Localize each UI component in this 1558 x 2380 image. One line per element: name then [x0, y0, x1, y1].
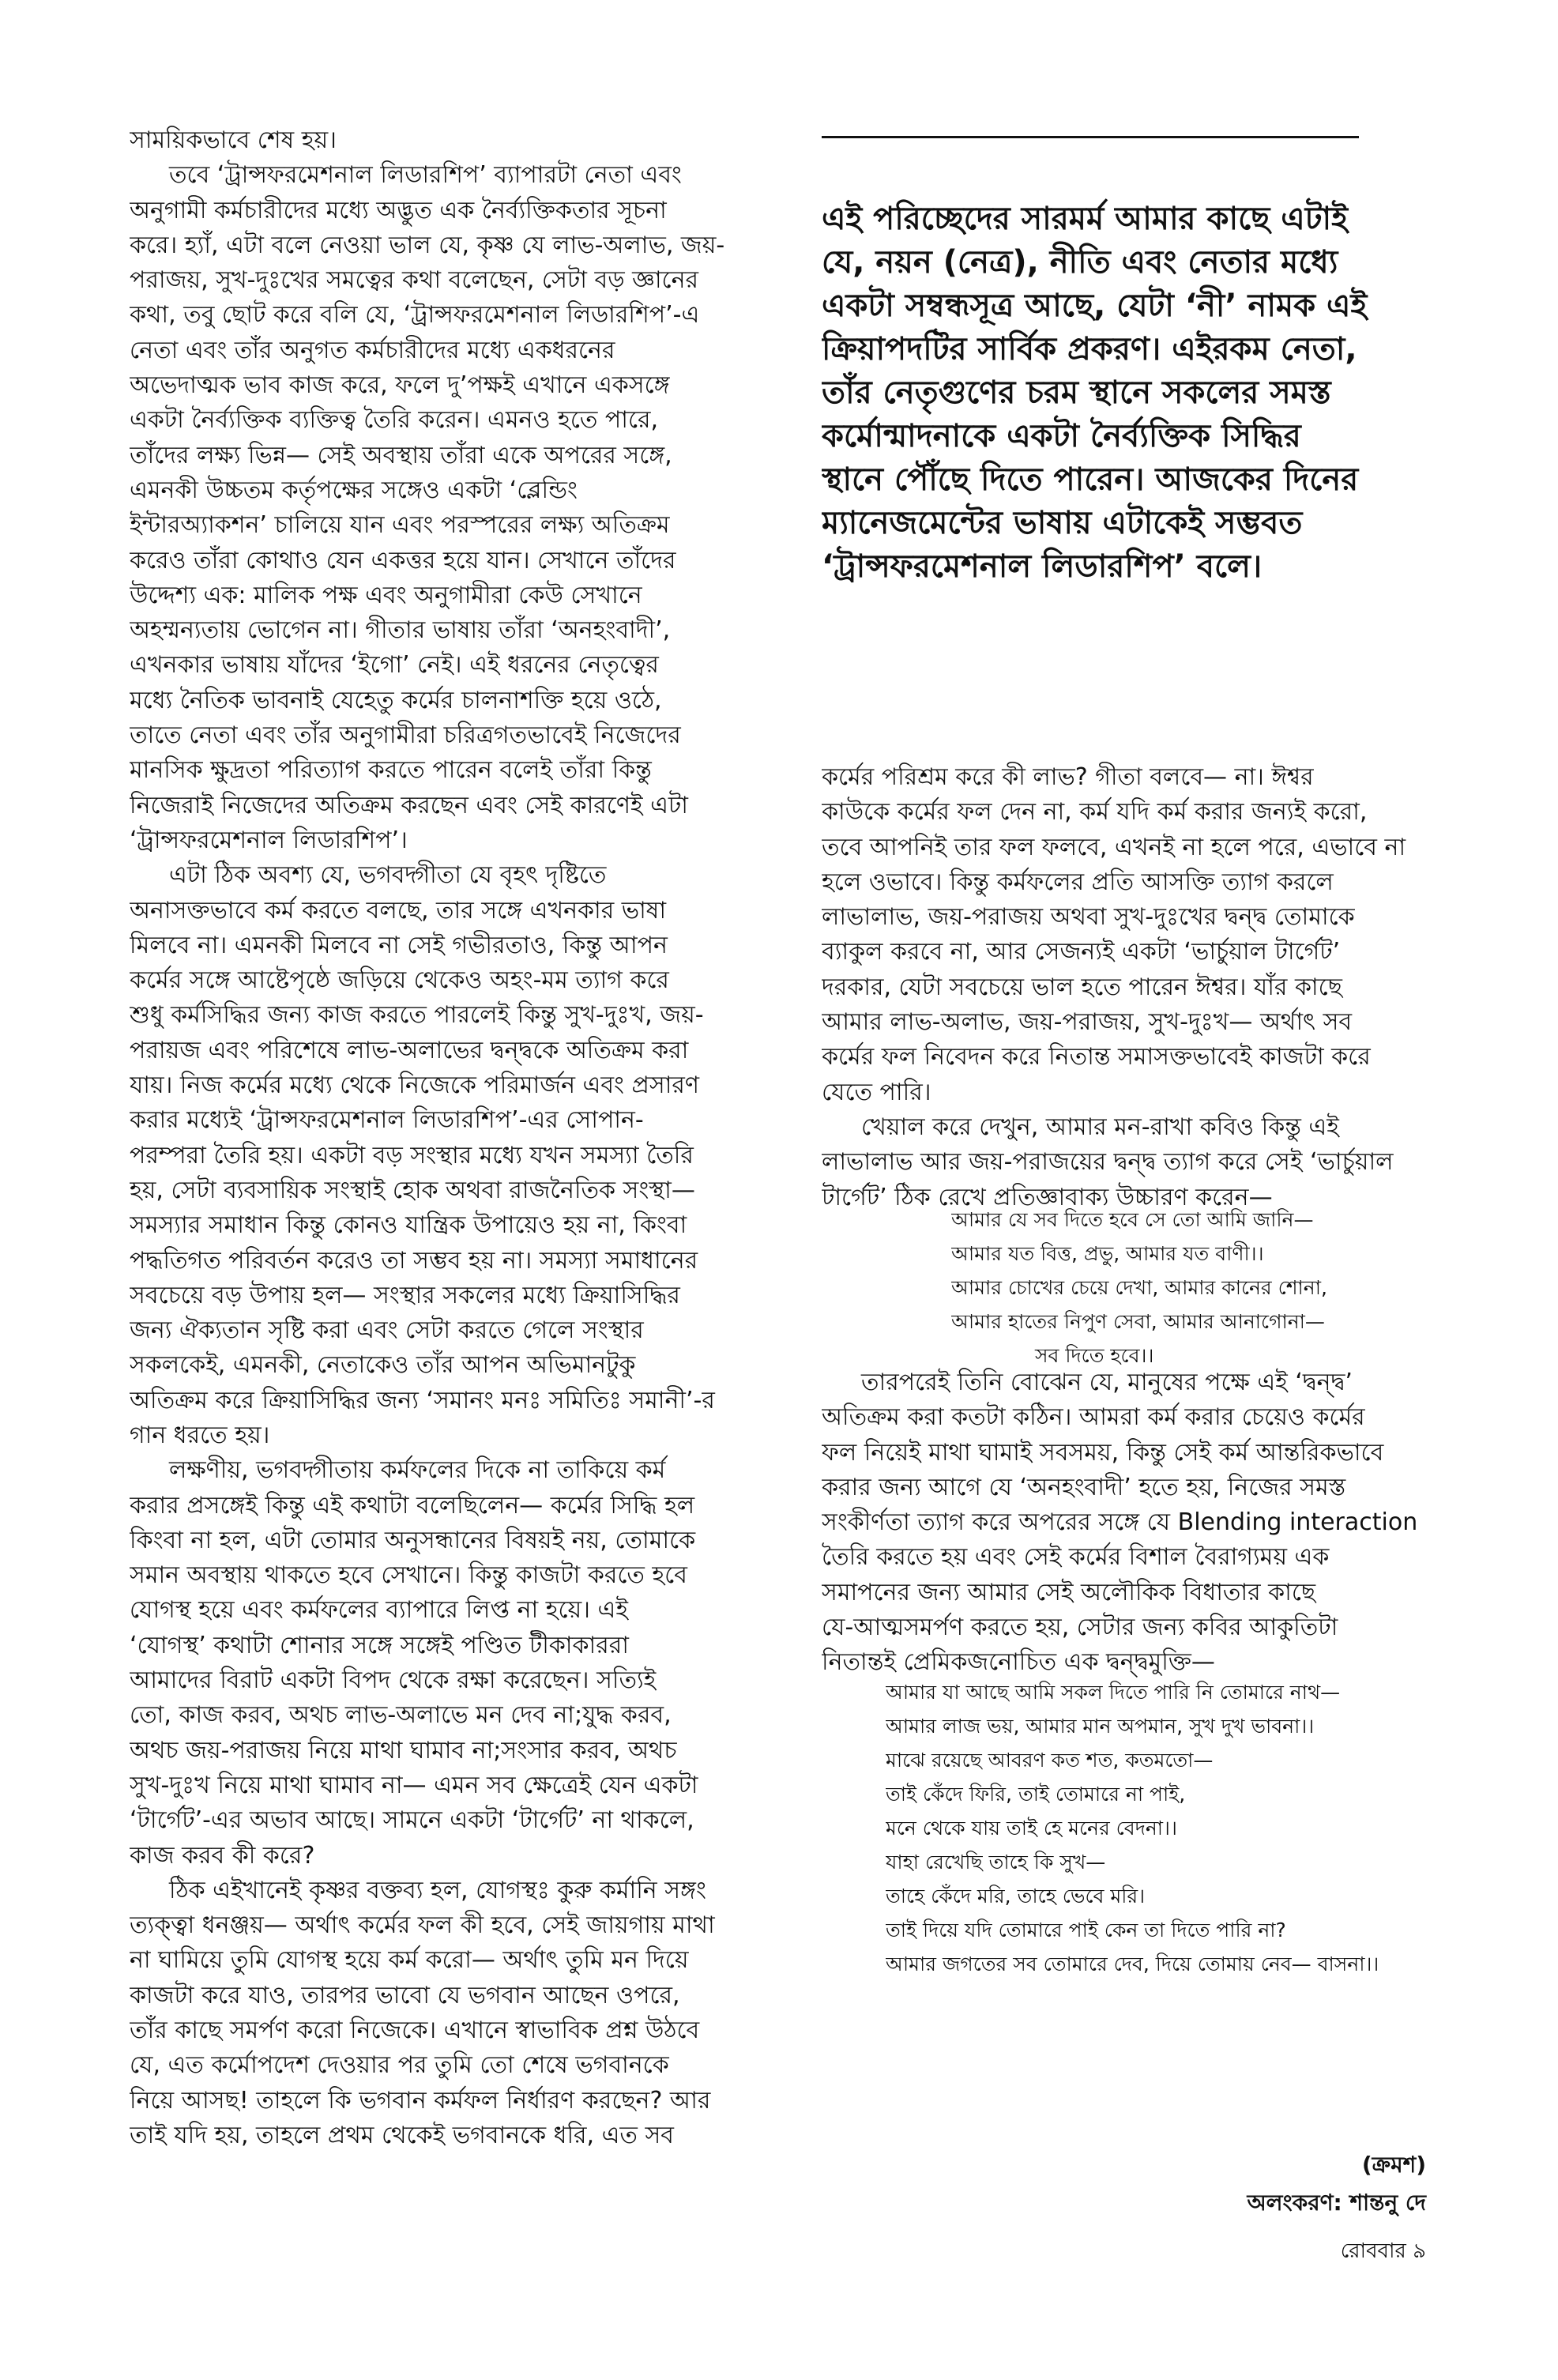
text-line: কর্মোন্মাদনাকে একটা নৈর্ব্যক্তিক সিদ্ধির: [822, 418, 1301, 454]
text-line: পরায়জ এবং পরিশেষে লাভ-অলাভের দ্বন্দ্বকে অতিক্রম করা: [130, 1036, 689, 1064]
text-line: সুখ-দুঃখ নিয়ে মাথা ঘামাব না— এমন সব ক্ষেত্রেই যেন একটা: [130, 1771, 698, 1799]
text-line: কর্মের ফল নিবেদন করে নিতান্ত সমাসক্তভাবেই কাজটা করে: [822, 1043, 1371, 1071]
text-line: করে। হ্যাঁ, এটা বলে নেওয়া ভাল যে, কৃষ্ণ যে লাভ-অলাভ, জয়-: [130, 231, 725, 259]
text-line: তাহে কেঁদে মরি, তাহে ভেবে মরি।: [886, 1885, 1146, 1907]
text-line: আমার যত বিত্ত, প্রভু, আমার যত বাণী।।: [951, 1242, 1264, 1265]
text-line: অনুগামী কর্মচারীদের মধ্যে অদ্ভুত এক নৈর্ব্যক্তিকতার সূচনা: [130, 196, 667, 224]
text-line: সব দিতে হবে।।: [1035, 1344, 1154, 1367]
text-line: অনাসক্তভাবে কর্ম করতে বলছে, তার সঙ্গে এখনকার ভাষা: [130, 896, 667, 925]
poem-quote-2: [886, 1675, 1439, 1981]
text-line: আমার লাভ-অলাভ, জয়-পরাজয়, সুখ-দুঃখ— অর্থাৎ সব: [822, 1008, 1353, 1037]
text-line: ‘ট্রান্সফরমেশনাল লিডারশিপ’।: [130, 826, 408, 854]
text-line: অতিক্রম করা কতটা কঠিন। আমরা কর্ম করার চেয়েও কর্মের: [822, 1403, 1365, 1432]
text-line: যে, নয়ন (নেত্র), নীতি এবং নেতার মধ্যে: [822, 244, 1338, 281]
text-line: ব্যাকুল করবে না, আর সেজন্যই একটা ‘ভার্চুয়াল টার্গেট’: [822, 938, 1341, 966]
illustration-credit: অলংকরণ: শান্তনু দে: [1247, 2190, 1426, 2216]
pull-quote-divider: [822, 136, 1359, 138]
text-line: সমাপনের জন্য আমার সেই অলৌকিক বিধাতার কাছে: [822, 1578, 1316, 1606]
text-line: কিংবা না হল, এটা তোমার অনুসন্ধানের বিষয়ই নয়, তোমাকে: [130, 1526, 696, 1554]
text-line: করেও তাঁরা কোথাও যেন একত্তর হয়ে যান। সেখানে তাঁদের: [130, 546, 676, 574]
text-line: এমনকী উচ্চতম কর্তৃপক্ষের সঙ্গেও একটা ‘ব্লেন্ডিং: [130, 476, 578, 504]
text-line: তো, কাজ করব, অথচ লাভ-অলাভে মন দেব না;যুদ্ধ করব,: [130, 1701, 672, 1730]
text-line: ‘ট্রান্সফরমেশনাল লিডারশিপ’ বলে।: [822, 548, 1263, 585]
text-line: সকলকেই, এমনকী, নেতাকেও তাঁর আপন অভিমানটুকু: [130, 1351, 636, 1380]
text-line: অহম্মন্যতায় ভোগেন না। গীতার ভাষায় তাঁরা ‘অনহংবাদী’,: [130, 616, 671, 645]
text-line: মধ্যে নৈতিক ভাবনাই যেহেতু কর্মের চালনাশক্তি হয়ে ওঠে,: [130, 686, 662, 714]
text-line: কর্মের সঙ্গে আষ্টেপৃষ্ঠে জড়িয়ে থেকেও অহং-মম ত্যাগ করে: [130, 966, 669, 995]
text-line: পরম্পরা তৈরি হয়। একটা বড় সংস্থার মধ্যে যখন সমস্যা তৈরি: [130, 1141, 694, 1169]
text-line: যায়। নিজ কর্মের মধ্যে থেকে নিজেকে পরিমার্জন এবং প্রসারণ: [130, 1071, 700, 1100]
text-line: তাঁর কাছে সমর্পণ করো নিজেকে। এখানে স্বাভাবিক প্রশ্ন উঠবে: [130, 2017, 700, 2045]
text-line: উদ্দেশ্য এক: মালিক পক্ষ এবং অনুগামীরা কেউ সেখানে: [130, 581, 642, 609]
text-line: কথা, তবু ছোট করে বলি যে, ‘ট্রান্সফরমেশনাল লিডারশিপ’-এ: [130, 301, 700, 330]
page-footer: রোববার ৯: [1340, 2239, 1426, 2263]
text-line: আমার লাজ ভয়, আমার মান অপমান, সুখ দুখ ভাবনা।।: [886, 1715, 1315, 1738]
text-line: তাই কেঁদে ফিরি, তাই তোমারে না পাই,: [886, 1783, 1186, 1806]
text-line: জন্য ঐক্যতান সৃষ্টি করা এবং সেটা করতে গেলে সংস্থার: [130, 1316, 644, 1345]
text-line: আমার যা আছে আমি সকল দিতে পারি নি তোমারে নাথ—: [886, 1681, 1341, 1704]
text-line: হয়, সেটা ব্যবসায়িক সংস্থাই হোক অথবা রাজনৈতিক সংস্থা—: [130, 1176, 695, 1204]
text-line: লক্ষণীয়, ভগবদ্গীতায় কর্মফলের দিকে না তাকিয়ে কর্ম: [169, 1456, 666, 1485]
text-line: কাজটা করে যাও, তারপর ভাবো যে ভগবান আছেন ওপরে,: [130, 1981, 680, 2009]
text-line: শুধু কর্মসিদ্ধির জন্য কাজ করতে পারলেই কিন্তু সুখ-দুঃখ, জয়-: [130, 1001, 704, 1030]
text-line: যেতে পারি।: [822, 1078, 931, 1106]
poem-quote-1: [951, 1203, 1441, 1373]
text-line: তৈরি করতে হয় এবং সেই কর্মের বিশাল বৈরাগ্যময় এক: [822, 1543, 1330, 1572]
text-line: কাউকে কর্মের ফল দেন না, কর্ম যদি কর্ম করার জন্যই করো,: [822, 798, 1368, 827]
text-line: অথচ জয়-পরাজয় নিয়ে মাথা ঘামাব না;সংসার করব, অথচ: [130, 1736, 677, 1764]
text-line: মানসিক ক্ষুদ্রতা পরিত্যাগ করতে পারেন বলেই তাঁরা কিন্তু: [130, 756, 652, 785]
text-line: কর্মের পরিশ্রম করে কী লাভ? গীতা বলবে— না। ঈশ্বর: [822, 763, 1314, 791]
text-line: করার প্রসঙ্গেই কিন্তু এই কথাটা বলেছিলেন— কর্মের সিদ্ধি হল: [130, 1491, 695, 1520]
pull-quote: [822, 198, 1430, 589]
text-line: আমার চোখের চেয়ে দেখা, আমার কানের শোনা,: [951, 1276, 1327, 1299]
text-line: মিলবে না। এমনকী মিলবে না সেই গভীরতাও, কিন্তু আপন: [130, 931, 668, 959]
text-line: লাভালাভ আর জয়-পরাজয়ের দ্বন্দ্ব ত্যাগ করে সেই ‘ভার্চুয়াল: [822, 1148, 1394, 1177]
text-line: খেয়াল করে দেখুন, আমার মন-রাখা কবিও কিন্তু এই: [861, 1113, 1339, 1141]
text-line: ইন্টারঅ্যাকশন’ চালিয়ে যান এবং পরস্পরের লক্ষ্য অতিক্রম: [130, 511, 670, 540]
text-line: আমাদের বিরাট একটা বিপদ থেকে রক্ষা করেছেন। সত্যিই: [130, 1666, 657, 1695]
text-line: নিজেরাই নিজেদের অতিক্রম করছেন এবং সেই কারণেই এটা: [130, 791, 688, 819]
text-line: মনে থেকে যায় তাই হে মনের বেদনা।।: [886, 1817, 1177, 1840]
text-line: এখনকার ভাষায় যাঁদের ‘ইগো’ নেই। এই ধরনের নেতৃত্বের: [130, 651, 659, 680]
text-line: ‘যোগস্থ’ কথাটা শোনার সঙ্গে সঙ্গেই পণ্ডিত টীকাকাররা: [130, 1631, 629, 1659]
text-line: সমান অবস্থায় থাকতে হবে সেখানে। কিন্তু কাজটা করতে হবে: [130, 1561, 687, 1590]
text-line: মাঝে রয়েছে আবরণ কত শত, কতমতো—: [886, 1749, 1214, 1772]
text-line: ম্যানেজমেন্টের ভাষায় এটাকেই সম্ভবত: [822, 505, 1303, 541]
text-line: যে, এত কর্মোপদেশ দেওয়ার পর তুমি তো শেষে ভগবানকে: [130, 2051, 669, 2080]
text-line: স্থানে পৌঁছে দিতে পারেন। আজকের দিনের: [822, 461, 1359, 498]
text-line: তাই যদি হয়, তাহলে প্রথম থেকেই ভগবানকে ধরি, এত সব: [130, 2121, 674, 2149]
text-line: তাঁদের লক্ষ্য ভিন্ন— সেই অবস্থায় তাঁরা একে অপরের সঙ্গে,: [130, 441, 672, 469]
text-line: তবে আপনিই তার ফল ফলবে, এখনই না হলে পরে, এভাবে না: [822, 833, 1406, 861]
text-line: না ঘামিয়ে তুমি যোগস্থ হয়ে কর্ম করো— অর্থাৎ তুমি মন দিয়ে: [130, 1946, 689, 1975]
text-line: যাহা রেখেছি তাহে কি সুখ—: [886, 1851, 1106, 1873]
text-line: কাজ করব কী করে?: [130, 1841, 315, 1870]
text-line: সাময়িকভাবে শেষ হয়।: [130, 126, 337, 154]
text-line: করার জন্য আগে যে ‘অনহংবাদী’ হতে হয়, নিজের সমস্ত: [822, 1473, 1346, 1501]
text-line: একটা নৈর্ব্যক্তিক ব্যক্তিত্ব তৈরি করেন। এমনও হতে পারে,: [130, 406, 659, 435]
text-line: করার মধ্যেই ‘ট্রান্সফরমেশনাল লিডারশিপ’-এর সোপান-: [130, 1106, 644, 1135]
text-line: দরকার, যেটা সবচেয়ে ভাল হতে পারেন ঈশ্বর। যাঁর কাছে: [822, 973, 1342, 1001]
text-line: হলে ওভাবে। কিন্তু কর্মফলের প্রতি আসক্তি ত্যাগ করলে: [822, 868, 1334, 896]
text-line: এই পরিচ্ছেদের সারমর্ম আমার কাছে এটাই: [822, 201, 1348, 237]
text-line: ঠিক এইখানেই কৃষ্ণর বক্তব্য হল, যোগস্থঃ কুরু কর্মানি সঙ্গং: [169, 1876, 706, 1904]
text-line: তারপরেই তিনি বোঝেন যে, মানুষের পক্ষে এই ‘দ্বন্দ্ব’: [861, 1369, 1353, 1396]
text-line: আমার জগতের সব তোমারে দেব, দিয়ে তোমায় নেব— বাসনা।।: [886, 1953, 1379, 1975]
text-line: নেতা এবং তাঁর অনুগত কর্মচারীদের মধ্যে একধরনের: [130, 336, 615, 364]
text-line: তাই দিয়ে যদি তোমারে পাই কেন তা দিতে পারি না?: [886, 1919, 1286, 1941]
left-column-article-text: [130, 123, 762, 2153]
text-line: ফল নিয়েই মাথা ঘামাই সবসময়, কিন্তু সেই কর্ম আন্তরিকভাবে: [822, 1438, 1384, 1467]
text-line: একটা সম্বন্ধসূত্র আছে, যেটা ‘নী’ নামক এই: [822, 288, 1368, 324]
text-line: তাতে নেতা এবং তাঁর অনুগামীরা চরিত্রগতভাবেই নিজেদের: [130, 721, 681, 750]
text-line: তাঁর নেতৃগুণের চরম স্থানে সকলের সমস্ত: [822, 375, 1331, 411]
text-line: এটা ঠিক অবশ্য যে, ভগবদ্গীতা যে বৃহৎ দৃষ্টিতে: [169, 861, 607, 890]
text-line: সংকীর্ণতা ত্যাগ করে অপরের সঙ্গে যে Blending interaction: [822, 1508, 1418, 1537]
text-line: পদ্ধতিগত পরিবর্তন করেও তা সম্ভব হয় না। সমস্যা সমাধানের: [130, 1246, 698, 1275]
text-line: পরাজয়, সুখ-দুঃখের সমত্বের কথা বলেছেন, সেটা বড় জ্ঞানের: [130, 266, 699, 295]
text-line: নিয়ে আসছ! তাহলে কি ভগবান কর্মফল নির্ধারণ করছেন? আর: [130, 2086, 711, 2115]
text-line: যে-আত্মসমর্পণ করতে হয়, সেটার জন্য কবির আকুতিটা: [822, 1614, 1338, 1642]
text-line: নিতান্তই প্রেমিকজনোচিত এক দ্বন্দ্বমুক্তি—: [822, 1648, 1215, 1677]
text-line: সমস্যার সমাধান কিন্তু কোনও যান্ত্রিক উপায়েও হয় না, কিংবা: [130, 1211, 687, 1240]
continued-label: (ক্রমশ): [1361, 2152, 1426, 2178]
text-line: টার্গেট’ ঠিক রেখে প্রতিজ্ঞাবাক্য উচ্চারণ করেন—: [822, 1183, 1273, 1211]
text-line: লাভালাভ, জয়-পরাজয় অথবা সুখ-দুঃখের দ্বন্দ্ব তোমাকে: [822, 903, 1355, 932]
text-line: আমার হাতের নিপুণ সেবা, আমার আনাগোনা—: [951, 1310, 1325, 1333]
text-line: ত্যক্ত্বা ধনঞ্জয়— অর্থাৎ কর্মের ফল কী হবে, সেই জায়গায় মাথা: [130, 1911, 715, 1940]
right-column-article-text-1: [822, 760, 1430, 1215]
text-line: তবে ‘ট্রান্সফরমেশনাল লিডারশিপ’ ব্যাপারটা নেতা এবং: [169, 161, 682, 190]
text-line: অভেদাত্মক ভাব কাজ করে, ফলে দু’পক্ষই এখানে একসঙ্গে: [130, 371, 670, 400]
text-line: আমার যে সব দিতে হবে সে তো আমি জানি—: [951, 1208, 1314, 1231]
text-line: যোগস্থ হয়ে এবং কর্মফলের ব্যাপারে লিপ্ত না হয়ে। এই: [130, 1596, 628, 1625]
text-line: অতিক্রম করে ক্রিয়াসিদ্ধির জন্য ‘সমানং মনঃ সমিতিঃ সমানী’-র: [130, 1386, 715, 1414]
right-column-article-text-2: [822, 1365, 1430, 1681]
text-line: ‘টার্গেট’-এর অভাব আছে। সামনে একটা ‘টার্গেট’ না থাকলে,: [130, 1806, 694, 1835]
text-line: ক্রিয়াপদটির সার্বিক প্রকরণ। এইরকম নেতা,: [822, 331, 1357, 367]
text-line: সবচেয়ে বড় উপায় হল— সংস্থার সকলের মধ্যে ক্রিয়াসিদ্ধির: [130, 1281, 680, 1309]
text-line: গান ধরতে হয়।: [130, 1421, 270, 1449]
